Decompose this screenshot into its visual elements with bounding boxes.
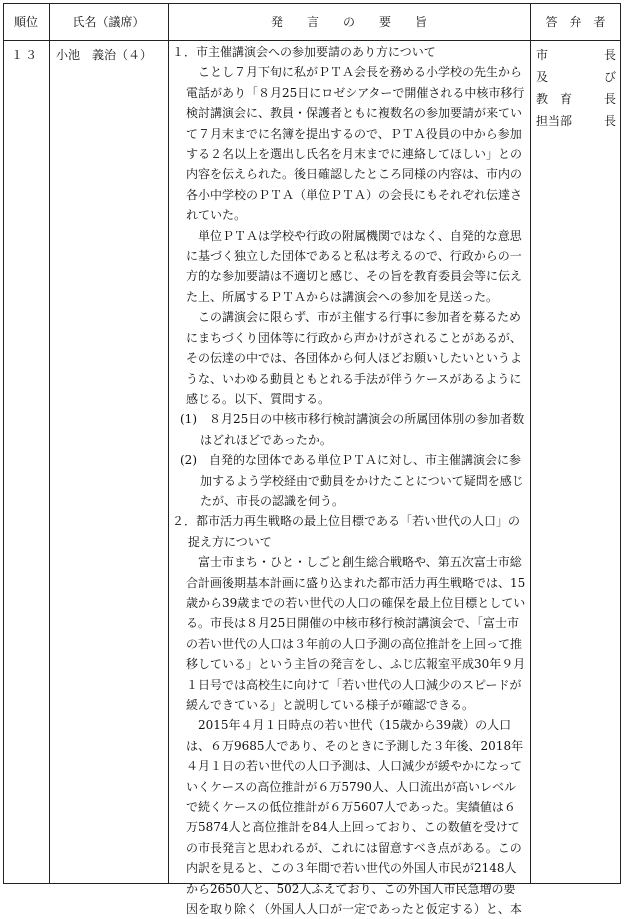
- header-summary: 発 言 の 要 旨: [168, 3, 530, 41]
- respondent-line: 教 育 長: [536, 92, 616, 106]
- paragraph: この講演会に限らず、市が主催する行事に参加者を募るためにまちづくり団体等に行政から声かけがされることがあるが、その伝達の中では、各団体から何人ほどお願いしたいというような、いわゆる動員ともとれる手法が伴うケースがあるように感じる。以下、質問する。: [186, 310, 523, 406]
- respondent-line: 担当部 長: [536, 114, 616, 128]
- question-item: (2) 自発的な団体である単位ＰＴＡに対し、市主催講演会に参加するよう学校経由で動員をかけたことについて疑問を感じたが、市長の認識を伺う。: [180, 453, 524, 508]
- paragraph: 2015年４月１日時点の若い世代（15歳から39歳）の人口は、６万9685人であり、そのときに予測した３年後、2018年４月１日の若い世代の人口予測は、人口減少が緩やかになっていくケースの高位推計が６万5790人、人口流出が高いレベルで続くケースの低位推計が６万5607人であった。実績値は６万5874人と高位推計を84人上回っており、この数値を受けての市長発言と思われるが、これには留意すべき点がある。この内訳を見ると、この３年間で若い世代の外国人市民が2148人から2650人と、502人ふえており、この外国人市民急増の要因を取り除く（外国人人口が一定であったと仮定する）と、本: [186, 718, 524, 917]
- section-heading: １．市主催講演会への参加要請のあり方について: [172, 45, 436, 59]
- question-item: (1) ８月25日の中核市移行検討講演会の所属団体別の参加者数はどれほどであったか。: [180, 412, 525, 447]
- paragraph: ことし７月下旬に私がＰＴＡ会長を務める小学校の先生から電話があり「８月25日にロゼシアターで開催される中核市移行検討講演会に、教員・保護者ともに複数名の参加要請が来ていて７月末までに名簿を提出するので、ＰＴＡ役員の中から参加する２名以上を選出し氏名を月末までに連絡してほしい」との内容を伝えられた。後日確認したところ同様の内容は、市内の各小中学校のＰＴＡ（単位ＰＴＡ）の会長にもそれぞれ伝達されていた。: [186, 65, 525, 223]
- member-name: 小池 義治（４）: [56, 48, 153, 62]
- paragraph: 富士市まち・ひと・しごと創生総合戦略や、第五次富士市総合計画後期基本計画に盛り込まれた都市活力再生戦略では、15歳から39歳までの若い世代の人口の確保を最上位目標としている。市長は８月25日開催の中核市移行検討講演会で、「富士市の若い世代の人口は３年前の人口予測の高位推計を上回って推移している」という主旨の発言をし、ふじ広報室平成30年９月１日号では高校生に向けて「若い世代の人口減少のスピードが緩んできている」と説明している様子が確認できる。: [186, 555, 526, 712]
- speech-summary: [172, 42, 526, 919]
- header-rank: 順位: [3, 3, 49, 41]
- header-respondent: 答 弁 者: [530, 3, 621, 41]
- column-divider: [168, 3, 169, 884]
- column-divider: [530, 3, 531, 884]
- respondent-list: [536, 44, 616, 132]
- rank-cell: １３: [10, 48, 39, 62]
- header-name: 氏名（議席）: [49, 3, 168, 41]
- respondent-line: 及 び: [536, 70, 616, 84]
- paragraph: 単位ＰＴＡは学校や行政の附属機関ではなく、自発的な意思に基づく独立した団体であると私は考えるので、行政からの一方的な参加要請は不適切と感じ、その旨を教育委員会等に伝えた上、所属するＰＴＡからは講演会への参加を見送った。: [186, 228, 523, 304]
- section-heading: ２．都市活力再生戦略の最上位目標である「若い世代の人口」の捉え方について: [172, 514, 521, 549]
- column-divider: [49, 3, 50, 884]
- respondent-line: 市 長: [536, 48, 616, 62]
